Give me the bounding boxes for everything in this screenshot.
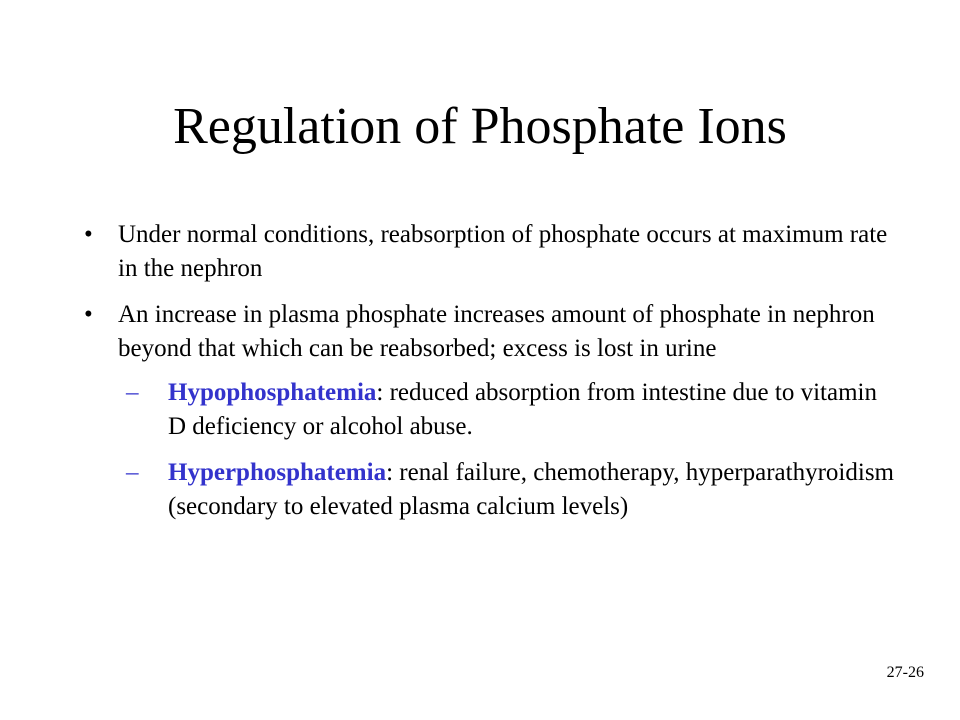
bullet-list xyxy=(84,218,894,536)
dash-icon: – xyxy=(126,379,139,406)
sub-bullet-list xyxy=(126,376,894,524)
dash-icon: – xyxy=(126,459,139,486)
term-hyperphosphatemia: Hyperphosphatemia xyxy=(168,459,387,486)
bullet-item xyxy=(84,298,894,524)
sub-bullet-item xyxy=(126,376,894,444)
slide-number: 27-26 xyxy=(886,664,924,681)
bullet-item xyxy=(84,218,894,286)
slide-title: Regulation of Phosphate Ions xyxy=(173,98,787,155)
bullet-text: An increase in plasma phosphate increases amount of phosphate in nephron beyond that which can be reabsorbed; excess is lost in urine xyxy=(118,301,875,362)
term-hypophosphatemia: Hypophosphatemia xyxy=(168,379,377,406)
sub-bullet-text: : renal failure, chemotherapy, hyperparathyroidism (secondary to elevated plasma calcium levels) xyxy=(168,459,894,520)
bullet-text: Under normal conditions, reabsorption of phosphate occurs at maximum rate in the nephron xyxy=(118,221,888,282)
bullet-icon: • xyxy=(84,221,93,248)
bullet-icon: • xyxy=(84,301,93,328)
sub-bullet-item xyxy=(126,456,894,524)
sub-bullet-text: : reduced absorption from intestine due to vitamin D deficiency or alcohol abuse. xyxy=(168,379,877,440)
